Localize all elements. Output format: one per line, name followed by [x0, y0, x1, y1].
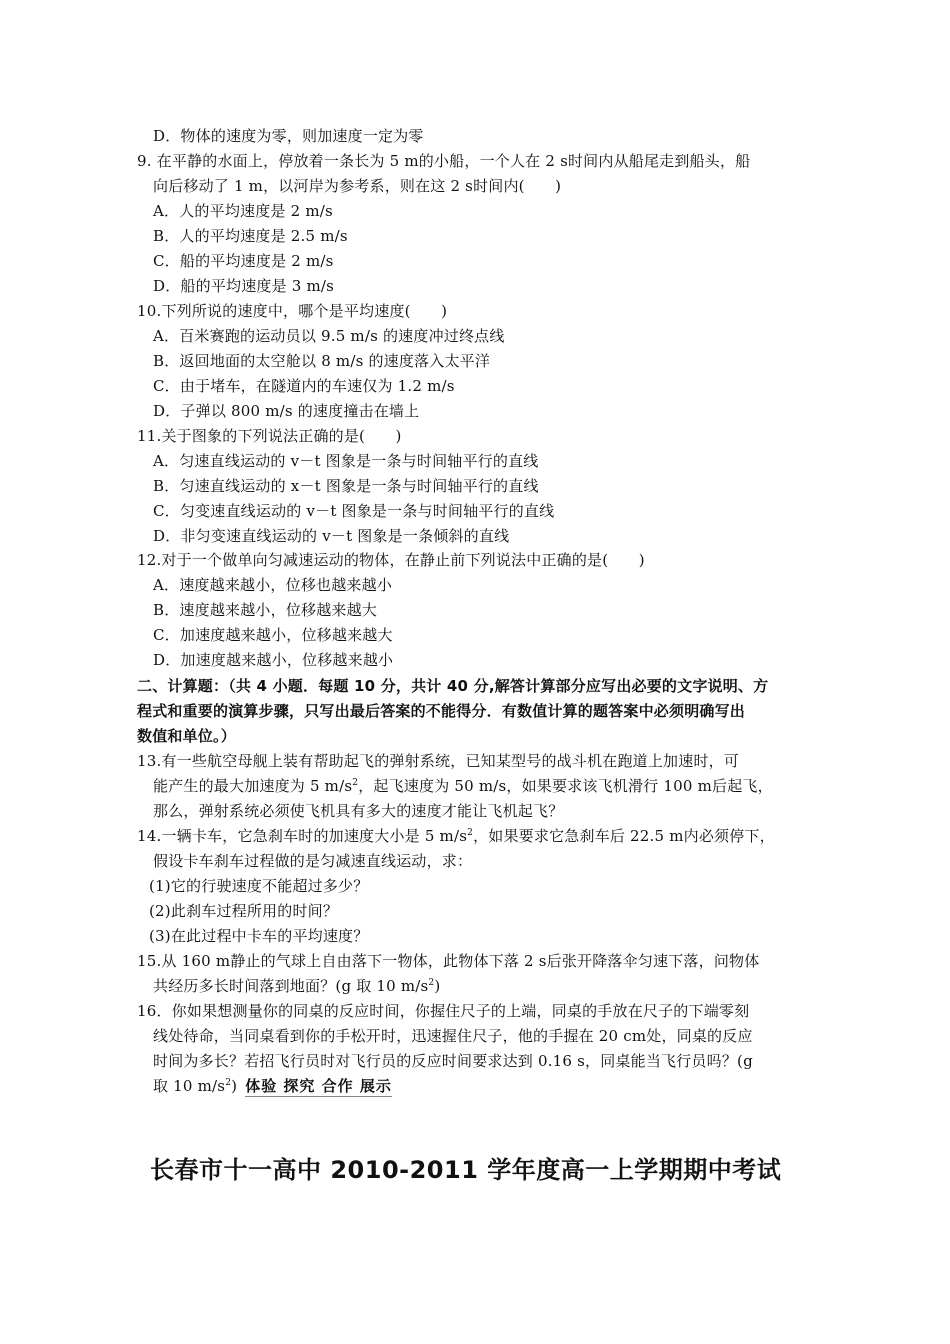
- q9-option-a: A．人的平均速度是 2 m/s: [153, 202, 333, 220]
- section2-heading-line3: 数值和单位。）: [137, 727, 236, 745]
- q9-stem-line2: 向后移动了 1 m，以河岸为参考系，则在这 2 s时间内( ): [153, 177, 562, 195]
- q16-stem-line3: 时间为多长？若招飞行员时对飞行员的反应时间要求达到 0.16 s，同桌能当飞行员吗？(g: [153, 1052, 753, 1070]
- motto-text: 体验 探究 合作 展示: [245, 1077, 392, 1095]
- q9-option-b: B．人的平均速度是 2.5 m/s: [153, 227, 348, 245]
- q11-stem: 11.关于图象的下列说法正确的是( ): [137, 427, 402, 445]
- q14-subquestion-1: (1)它的行驶速度不能超过多少？: [149, 877, 369, 895]
- q12-option-c: C．加速度越来越小，位移越来越大: [153, 626, 393, 644]
- q13-stem-line3: 那么，弹射系统必须使飞机具有多大的速度才能让飞机起飞？: [153, 802, 564, 820]
- q11-option-a: A．匀速直线运动的 v－t 图象是一条与时间轴平行的直线: [153, 452, 539, 470]
- q15-stem-line1: 15.从 160 m静止的气球上自由落下一物体，此物体下落 2 s后张开降落伞匀速下落，问物体: [137, 952, 760, 970]
- q15-stem-line2: 共经历多长时间落到地面？(g 取 10 $m/s^2$): [153, 977, 441, 995]
- q10-stem: 10.下列所说的速度中，哪个是平均速度( ): [137, 302, 448, 320]
- q13-stem-line2: 能产生的最大加速度为 5 $m/s^2$，起飞速度为 50 m/s，如果要求该飞机滑行 100 m后起飞，: [153, 777, 773, 795]
- section2-heading-line1: 二、计算题：（共 4 小题．每题 10 分，共计 40 分,解答计算部分应写出必要的文字说明、方: [137, 677, 769, 695]
- q9-option-d: D．船的平均速度是 3 m/s: [153, 277, 335, 295]
- q8-option-d: D．物体的速度为零，则加速度一定为零: [153, 127, 424, 145]
- q14-stem-line1: 14.一辆卡车，它急刹车时的加速度大小是 5 $m/s^2$，如果要求它急刹车后 22.5 m内必须停下，: [137, 827, 775, 845]
- q10-option-b: B．返回地面的太空舱以 8 m/s 的速度落入太平洋: [153, 352, 491, 370]
- q16-stem-line2: 线处待命，当同桌看到你的手松开时，迅速握住尺子，他的手握在 20 cm处，同桌的反应: [153, 1027, 753, 1045]
- exam-title: 长春市十一高中 2010-2011 学年度高一上学期期中考试: [150, 1156, 782, 1184]
- q12-stem: 12.对于一个做单向匀减速运动的物体，在静止前下列说法中正确的是( ): [137, 551, 645, 569]
- q10-option-c: C．由于堵车，在隧道内的车速仅为 1.2 m/s: [153, 377, 455, 395]
- q16-stem-line4: 取 10 $m/s^2$) 体验 探究 合作 展示: [153, 1077, 392, 1095]
- section2-heading-line2: 程式和重要的演算步骤，只写出最后答案的不能得分．有数值计算的题答案中必须明确写出: [137, 702, 746, 720]
- q11-option-b: B．匀速直线运动的 x－t 图象是一条与时间轴平行的直线: [153, 477, 539, 495]
- q12-option-d: D．加速度越来越小，位移越来越小: [153, 651, 394, 669]
- q11-option-c: C．匀变速直线运动的 v－t 图象是一条与时间轴平行的直线: [153, 502, 555, 520]
- q11-option-d: D．非匀变速直线运动的 v－t 图象是一条倾斜的直线: [153, 527, 510, 545]
- q9-stem-line1: 9. 在平静的水面上，停放着一条长为 5 m的小船，一个人在 2 s时间内从船尾走到船头，船: [137, 152, 751, 170]
- q14-subquestion-3: (3)在此过程中卡车的平均速度？: [149, 927, 369, 945]
- q12-option-a: A．速度越来越小，位移也越来越小: [153, 576, 393, 594]
- q14-stem-line2: 假设卡车刹车过程做的是匀减速直线运动，求：: [153, 852, 473, 870]
- q10-option-d: D．子弹以 800 m/s 的速度撞击在墙上: [153, 402, 420, 420]
- q10-option-a: A．百米赛跑的运动员以 9.5 m/s 的速度冲过终点线: [153, 327, 505, 345]
- q12-option-b: B．速度越来越小，位移越来越大: [153, 601, 378, 619]
- q9-option-c: C．船的平均速度是 2 m/s: [153, 252, 334, 270]
- q13-stem-line1: 13.有一些航空母舰上装有帮助起飞的弹射系统，已知某型号的战斗机在跑道上加速时，可: [137, 752, 740, 770]
- q16-stem-line1: 16．你如果想测量你的同桌的反应时间，你握住尺子的上端，同桌的手放在尺子的下端零刻: [137, 1002, 750, 1020]
- q14-subquestion-2: (2)此刹车过程所用的时间？: [149, 902, 339, 920]
